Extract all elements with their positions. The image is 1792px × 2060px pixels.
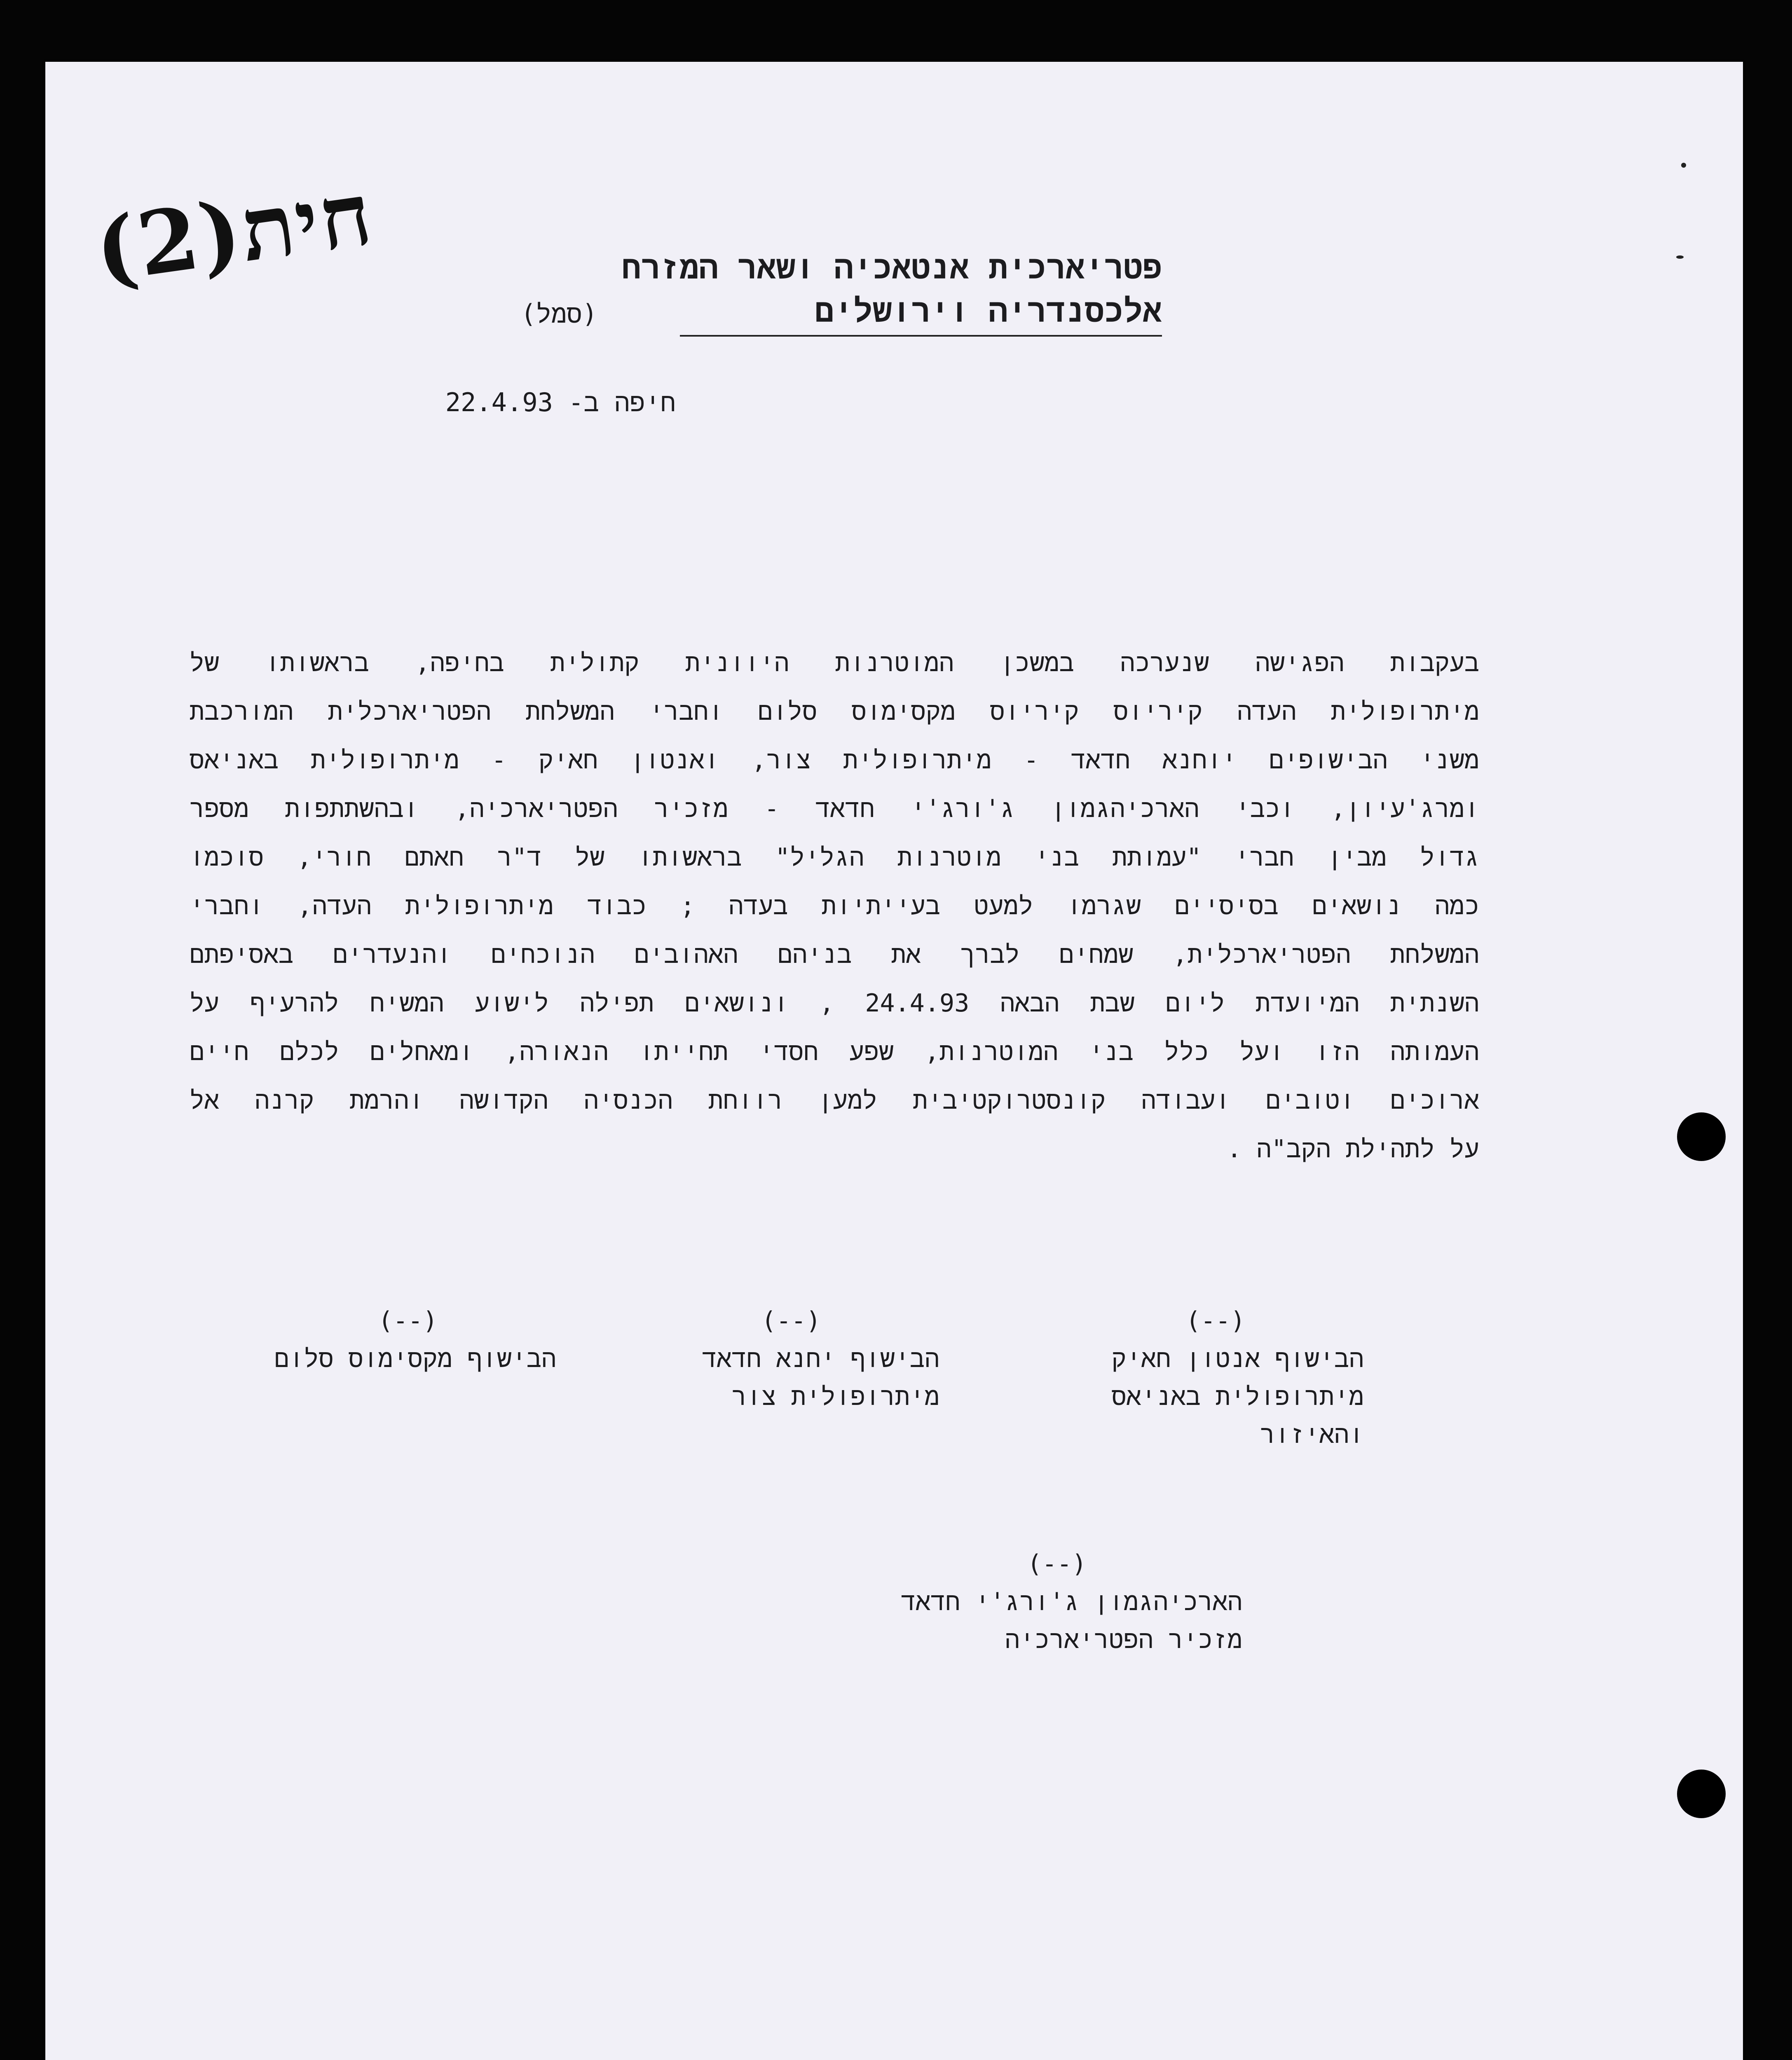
signature-mark: (--) — [1027, 1550, 1087, 1578]
letterhead-line-1: פטריארכית אנטאכיה ושאר המזרח — [621, 249, 1162, 286]
body-line: מיתרופולית העדה קיריוס קיריוס מקסימוס סלום וחברי המשלחת הפטריארכלית המורכבת — [190, 697, 1479, 726]
body-line: המשלחת הפטריארכלית, שמחים לברך את בניהם האהובים הנוכחים והנעדרים באסיפתם — [190, 940, 1479, 969]
body-line: השנתית המיועדת ליום שבת הבאה 24.4.93 , ונושאים תפילה לישוע המשיח להרעיף על — [190, 989, 1479, 1018]
letterhead-line-2: אלכסנדריה וירושלים — [680, 293, 1162, 337]
document-page — [45, 62, 1743, 2060]
signature-block-salloum — [260, 1302, 556, 1378]
paper-speck — [1681, 163, 1686, 168]
signature-block-haddad-georgi — [871, 1545, 1242, 1659]
punch-hole — [1677, 1770, 1726, 1818]
paper-speck — [1676, 255, 1684, 259]
body-line: כמה נושאים בסיסיים שגרמו למעט בעייתיות בעדה ; כבוד מיתרופולית העדה, וחברי — [190, 892, 1479, 920]
body-line: גדול מבין חברי "עמותת בני מוטרנות הגליל" בראשותו של ד"ר חאתם חורי, סוכמו — [190, 843, 1479, 872]
body-line: ומרג'עיון, וכבי הארכיהגמון ג'ורג'י חדאד - מזכיר הפטריארכיה, ובהשתתפות מספר — [190, 794, 1479, 823]
body-line: בעקבות הפגישה שנערכה במשכן המוטרנות היוונית קתולית בחיפה, בראשותו של — [190, 648, 1479, 677]
body-line: ארוכים וטובים ועבודה קונסטרוקטיבית למען רווחת הכנסיה הקדושה והרמת קרנה אל — [190, 1086, 1479, 1115]
letter-body — [190, 639, 1479, 1173]
signature-title: מזכיר הפטריארכיה — [1005, 1625, 1242, 1654]
logo-placeholder: (סמל) — [520, 299, 597, 329]
punch-hole — [1677, 1112, 1726, 1161]
body-line: על לתהילת הקב"ה . — [1227, 1135, 1479, 1163]
handwritten-mark: חית(2) — [89, 162, 379, 302]
signature-title: מיתרופולית באניאס — [1111, 1382, 1364, 1411]
signature-name: הבישוף יחנא חדאד — [702, 1344, 939, 1373]
body-line: משני הבישופים יוחנא חדאד - מיתרופולית צור, ואנטון חאיק - מיתרופולית באניאס — [190, 746, 1479, 775]
signature-name: הבישוף אנטון חאיק — [1111, 1344, 1364, 1373]
signature-mark: (--) — [1185, 1306, 1246, 1335]
body-line: העמותה הזו ועל כלל בני המוטרנות, שפע חסדי תחייתו הנאורה, ומאחלים לכלם חיים — [190, 1037, 1479, 1066]
signature-name: הבישוף מקסימוס סלום — [274, 1344, 556, 1373]
signature-block-haik — [1067, 1302, 1364, 1454]
signature-title: מיתרופולית צור — [731, 1382, 939, 1411]
signature-mark: (--) — [761, 1306, 821, 1335]
signature-mark: (--) — [378, 1306, 438, 1335]
signature-name: הארכיהגמון ג'ורג'י חדאד — [901, 1587, 1242, 1616]
signature-block-haddad-yohanna — [643, 1302, 939, 1416]
letter-date: חיפה ב- 22.4.93 — [445, 387, 676, 417]
signature-title: והאיזור — [1260, 1420, 1364, 1449]
